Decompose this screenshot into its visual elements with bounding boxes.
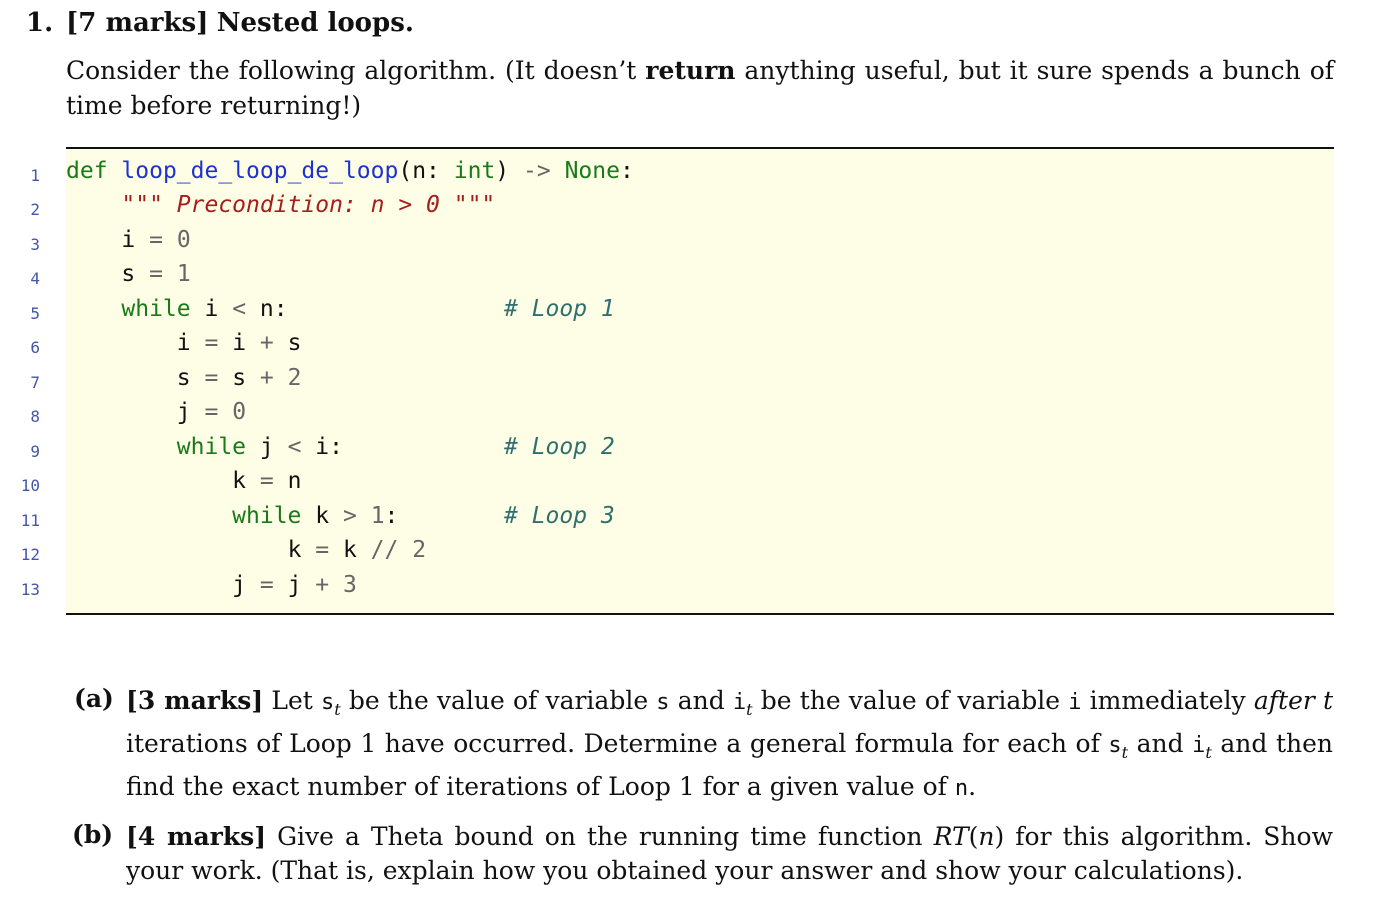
op: = <box>259 572 274 598</box>
line-number: 13 <box>20 580 40 599</box>
part-b-marks: [4 marks] <box>126 822 267 851</box>
line-number: 6 <box>30 338 40 357</box>
var: s <box>218 365 260 391</box>
text: and then find the exact number of iterations of Loop 1 for a given value of <box>126 729 1333 801</box>
question-number: 1. <box>26 8 54 38</box>
var: j <box>246 434 288 460</box>
var: s <box>273 330 302 356</box>
intro-bold-return: return <box>645 56 736 85</box>
line-number: 5 <box>30 304 40 323</box>
text: Give a Theta bound on the running time function <box>266 822 934 851</box>
keyword-def: def <box>66 158 108 184</box>
subscript-t: t <box>1205 743 1212 762</box>
num: 0 <box>176 227 191 253</box>
code-line-9 <box>66 434 343 460</box>
question-intro <box>66 53 1334 123</box>
text: be the value of variable <box>752 686 1069 715</box>
text: iterations of Loop 1 have occurred. Determine a general formula for each of <box>126 729 1109 758</box>
arrow: -> <box>523 158 551 184</box>
line-number: 3 <box>30 235 40 254</box>
text: . <box>968 772 977 801</box>
line-number: 8 <box>30 407 40 426</box>
part-a-text <box>126 684 1333 806</box>
op: = <box>149 227 163 253</box>
part-b-text <box>126 820 1333 888</box>
op: + <box>259 365 274 391</box>
line-number: 11 <box>20 511 40 530</box>
params-close: ) <box>495 158 523 184</box>
op: = <box>315 537 330 563</box>
var: j <box>273 572 316 598</box>
part-b-label: (b) <box>72 820 114 849</box>
code-i: i <box>732 690 747 715</box>
op: < <box>232 296 247 322</box>
paren: ) <box>994 822 1005 851</box>
var: i <box>121 227 136 253</box>
var: j <box>176 399 205 425</box>
params-open: (n: <box>398 158 454 184</box>
code-line-5 <box>66 296 288 322</box>
text: and <box>1128 729 1193 758</box>
num: 1 <box>370 503 385 529</box>
comment-loop-3 <box>504 503 615 529</box>
math-n: n <box>978 822 995 851</box>
line-number: 10 <box>20 476 40 495</box>
subscript-t: t <box>334 700 341 719</box>
num: 0 <box>232 399 247 425</box>
code-line-11 <box>66 503 398 529</box>
code-i: i <box>1192 733 1206 758</box>
var: n: <box>246 296 288 322</box>
var: i <box>190 296 233 322</box>
keyword-while: while <box>232 503 302 529</box>
code-line-7 <box>66 365 301 391</box>
op: = <box>204 399 219 425</box>
line-number: 12 <box>20 545 40 564</box>
keyword-while: while <box>121 296 191 322</box>
question-title <box>66 8 414 38</box>
op: < <box>287 434 302 460</box>
code-line-13 <box>66 572 357 598</box>
num: 1 <box>176 261 191 287</box>
comment-loop-2 <box>504 434 615 460</box>
var: n <box>273 468 302 494</box>
question-marks: [7 marks] <box>66 8 209 38</box>
op: = <box>204 330 219 356</box>
var: i: <box>301 434 343 460</box>
colon: : <box>384 503 399 529</box>
line-number: 9 <box>30 442 40 461</box>
colon: : <box>619 158 634 184</box>
intro-text-1: Consider the following algorithm. (It doesn’t <box>66 56 646 85</box>
comment-loop-1 <box>504 296 615 322</box>
op: = <box>149 261 163 287</box>
op: = <box>259 468 274 494</box>
line-number: 4 <box>30 269 40 288</box>
op: + <box>315 572 330 598</box>
question-title-text: Nested loops. <box>216 8 414 38</box>
docstring: """ Precondition: n > 0 """ <box>121 192 496 218</box>
line-number: 2 <box>30 200 40 219</box>
num: 3 <box>343 572 357 598</box>
comment: # Loop 2 <box>504 434 615 460</box>
var: i <box>218 330 260 356</box>
param-type: int <box>453 158 496 184</box>
code-line-2 <box>66 192 495 218</box>
code-line-10 <box>66 468 301 494</box>
code-line-4 <box>66 261 191 287</box>
op: // <box>370 537 399 563</box>
comment: # Loop 1 <box>504 296 615 322</box>
code-s: s <box>320 690 335 715</box>
text: Let <box>263 686 321 715</box>
code-line-1 <box>66 158 634 184</box>
code-line-8 <box>66 399 246 425</box>
code-line-6 <box>66 330 301 356</box>
text: and <box>669 686 733 715</box>
intro-text-2: anything useful, but it sure spends a bunch of time before returning!) <box>66 56 1334 120</box>
math-rt: RT <box>933 822 969 851</box>
code-n: n <box>954 776 969 801</box>
function-name: loop_de_loop_de_loop <box>121 158 399 184</box>
paren: ( <box>968 822 979 851</box>
italic-after-t: after t <box>1253 686 1334 715</box>
part-a-marks: [3 marks] <box>126 686 264 715</box>
var: s <box>176 365 205 391</box>
var: s <box>121 261 136 287</box>
code-line-12 <box>66 537 426 563</box>
text: be the value of variable <box>340 686 657 715</box>
code-i: i <box>1068 690 1082 715</box>
var: k <box>232 468 260 494</box>
line-number: 7 <box>30 373 40 392</box>
part-a-label: (a) <box>74 684 114 713</box>
code-s: s <box>656 690 670 715</box>
var: k <box>301 503 343 529</box>
subscript-t: t <box>1121 743 1129 762</box>
num: 2 <box>412 537 427 563</box>
code-s: s <box>1108 733 1122 758</box>
num: 2 <box>287 365 302 391</box>
line-number: 1 <box>30 166 40 185</box>
op: > <box>342 503 357 529</box>
op: = <box>204 365 219 391</box>
subscript-t: t <box>746 700 753 719</box>
var: k <box>329 537 371 563</box>
var: j <box>232 572 260 598</box>
text: for this algorithm. Show your work. (That is, explain how you obtained your answer and show your calculations). <box>126 822 1333 885</box>
return-type: None <box>564 158 620 184</box>
var: k <box>287 537 316 563</box>
comment: # Loop 3 <box>504 503 615 529</box>
text: immediately <box>1081 686 1254 715</box>
keyword-while: while <box>176 434 247 460</box>
code-line-3 <box>66 227 191 253</box>
var: i <box>176 330 205 356</box>
op: + <box>259 330 274 356</box>
